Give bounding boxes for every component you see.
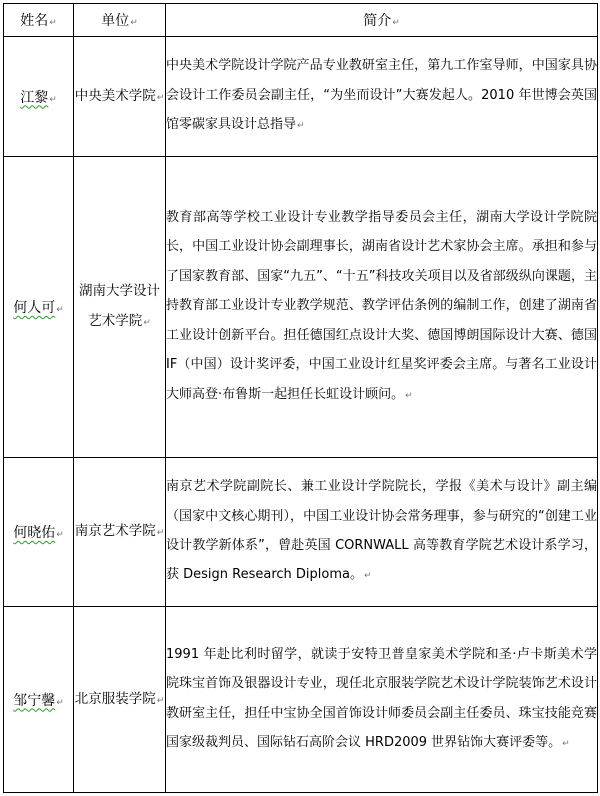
person-name: 何晓佑 [13, 525, 56, 541]
cell-end-mark: ↵ [56, 697, 64, 708]
unit-name: 北京服装学院 [74, 690, 156, 707]
name-cell [4, 157, 74, 458]
cell-end-mark: ↵ [405, 390, 413, 401]
person-name: 江黎 [20, 89, 49, 106]
bio-text: 1991 年赴比利时留学，就读于安特卫普皇家美术学院和圣·卢卡斯美术学院珠宝首饰及银器设计专业，现任北京服装学院艺术设计学院装饰艺术设计教研室主任，担任中宝协全国首饰设计师委员会副主任委员、珠宝技能竞赛国家级裁判员、国际钻石高阶会议 HRD2009 世界钻饰大赛评委等。 [166, 646, 597, 750]
cell-end-mark: ↵ [49, 94, 57, 105]
unit-cell [74, 157, 166, 458]
name-cell [4, 607, 74, 793]
header-bio-label: 简介 [363, 13, 392, 29]
table-row [4, 157, 598, 458]
cell-end-mark: ↵ [156, 92, 165, 103]
person-name: 邹宁馨 [13, 692, 56, 709]
unit-name: 南京艺术学院 [74, 523, 156, 539]
table-row [4, 607, 598, 793]
cell-end-mark: ↵ [130, 18, 138, 28]
cell-end-mark: ↵ [363, 571, 372, 582]
bio-cell [166, 37, 598, 157]
header-bio [166, 4, 598, 37]
header-unit-label: 单位 [101, 13, 130, 29]
header-name-label: 姓名 [20, 13, 49, 29]
cell-end-mark: ↵ [56, 305, 64, 315]
bio-text: 教育部高等学校工业设计专业教学指导委员会主任，湖南大学设计学院院长，中国工业设计协会副理事长，湖南省设计艺术家协会主席。承担和参与了国家教育部、国家“九五”、“十五”科技攻关项目以及省部级纵向课题，主持教育部工业设计专业教学规范、教学评估条例的编制工作，创建了湖南省工业设计创新平台。担任德国红点设计大奖、德国博朗国际设计大赛、德国 IF（中国）设计奖评委，中国工业设计红星奖评委会主席。与著名工业设计大师高登·布鲁斯一起担任长虹设计顾问。 [166, 210, 597, 402]
unit-name: 湖南大学设计艺术学院 [79, 283, 160, 329]
cell-end-mark: ↵ [392, 18, 400, 28]
bio-cell [166, 607, 598, 793]
bio-text: 中央美术学院设计学院产品专业教研室主任，第九工作室导师，中国家具协会设计工作委员会副主任，“为坐而设计”大赛发起人。2010 年世博会英国馆零碳家具设计总指导 [166, 58, 597, 133]
table-row [4, 37, 598, 157]
name-cell [4, 458, 74, 607]
unit-cell [74, 458, 166, 607]
cell-end-mark: ↵ [156, 528, 165, 538]
cell-end-mark: ↵ [49, 18, 57, 28]
cell-end-mark: ↵ [297, 121, 305, 132]
table-row [4, 458, 598, 607]
cell-end-mark: ↵ [156, 695, 165, 706]
bio-table [3, 3, 598, 793]
bio-cell [166, 458, 598, 607]
unit-cell [74, 37, 166, 157]
cell-end-mark: ↵ [143, 318, 151, 328]
cell-end-mark: ↵ [56, 530, 64, 540]
bio-cell [166, 157, 598, 458]
header-row [4, 4, 598, 37]
name-cell [4, 37, 74, 157]
header-name [4, 4, 74, 37]
person-name: 何人可 [13, 300, 56, 316]
unit-name: 中央美术学院 [74, 87, 156, 104]
unit-cell [74, 607, 166, 793]
bio-text: 南京艺术学院副院长、兼工业设计学院院长，学报《美术与设计》副主编（国家中文核心期刊），中国工业设计协会常务理事，参与研究的“创建工业设计教学新体系”，曾赴英国 CORNWALL 高等教育学院艺术设计系学习，获 Design Research Diploma。 [166, 479, 597, 583]
cell-end-mark: ↵ [562, 738, 570, 749]
header-unit [74, 4, 166, 37]
